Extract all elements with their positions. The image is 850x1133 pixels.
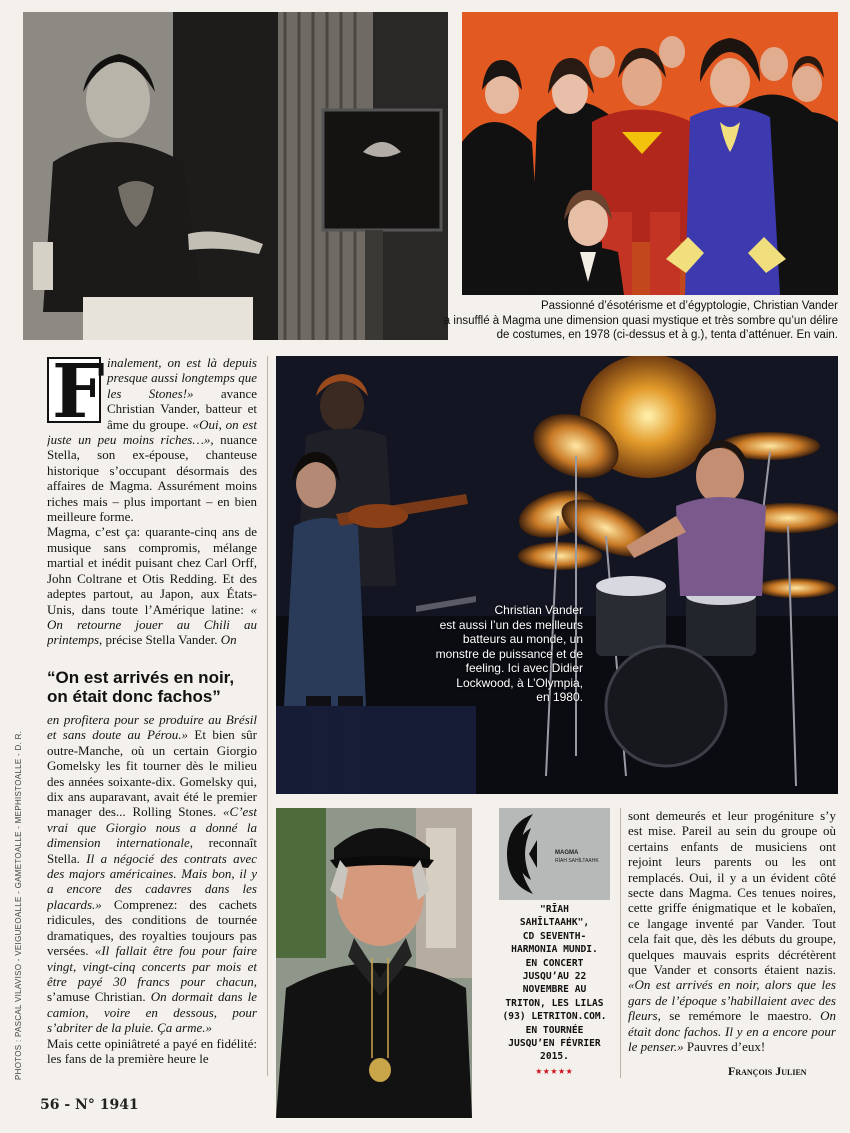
info-line: EN TOURNÉE <box>525 1024 584 1036</box>
cd-cover-image <box>499 808 610 900</box>
info-line: SAHĪLTAAHK", <box>519 917 590 929</box>
info-divider <box>620 808 621 1078</box>
caption-line: Passionné d’ésotérisme et d’égyptologie, Christian Vander <box>540 300 838 312</box>
caption-line: Christian Vander <box>494 603 583 617</box>
info-line: HARMONIA MUNDI. <box>511 944 598 956</box>
article-column-1b <box>47 712 257 1082</box>
cd-brand: MAGMA <box>555 850 579 856</box>
paragraph-magma: Magma, c’est ça: quarante-cinq ans de musique sans compromis, mélange martial et inédit puisant chez Carl Orff, John Coltrane et Otis Redding. Et des adeptes partout, au Japon, aux États-Unis, dans toute l’Amérique latine: « On retourne jouer au Chili au printemps, précise Stella Vander. On <box>47 524 257 648</box>
caption-concert <box>428 603 583 705</box>
caption-line: feeling. Ici avec Didier <box>465 661 583 675</box>
caption-line: batteurs au monde, un <box>462 632 583 646</box>
info-line: "RĪAH <box>540 904 569 915</box>
paragraph-intro: inalement, on est là depuis presque aussi longtemps que les Stones!» avance Christian Vander, batteur et âme du groupe. «Oui, on est juste un peu moins riches…», nuance Stella, son ex-épouse, chanteuse historique s’occupant désormais des affaires de Magma. Assurément moins riches mais – plus important – en bien meilleure forme. <box>47 355 257 525</box>
caption-line: est aussi l’un des meilleurs <box>439 617 583 632</box>
info-line: NOVEMBRE AU <box>522 984 587 996</box>
cd-subtitle: RĪAH SAHĪLTAAHK <box>555 858 599 864</box>
paragraph-gomelsky: en profitera pour se produire au Brésil et sans doute au Pérou.» Et bien sûr outre-Manche, où un certain Giorgio Gomelsky les fit tourner dès le milieu des années soixante-dix. Gomelsky qui, dix ans auparavant, avait été le premier manager des... Rolling Stones. «C’est vrai que Giorgio nous a donné la dimension internationale, reconnaît Stella. Il a négocié des contrats avec des majors américaines. Mais bon, il y a encore des cadavres dans les placards.» Comprenez: des cachets ridicules, des conditions de tournée dramatiques, des royalties toujours pas versées. «Il fallait être fou pour faire vingt, vingt-cinq concerts par mois et être payé 30 francs pour chacun, s’amuse Christian. On dormait dans le camion, voire en dessous, pour s’abriter de la pluie. Ça arme.» <box>47 712 257 1036</box>
concert-photo <box>276 356 838 794</box>
caption-group-photo <box>418 299 838 343</box>
page-folio: 56 - N° 1941 <box>40 1097 139 1113</box>
pull-quote: “On est arrivés en noir, on était donc fachos” <box>47 668 235 706</box>
rating-stars: ★★★★★ <box>535 1063 574 1077</box>
paragraph-secte: sont demeurés et leur progéniture s’y est mise. Pareil au sein du groupe où certains enfants de musiciens ont rejoint leurs parents ou les ont remplacés. Oui, il y a un évident côté secte dans Magma. Ces tenues noires, cette griffe énigmatique et le kobaïen, ce langage inventé par Vander. Tout cela fait que, dès les débuts du groupe, quelques mauvais esprits décrétèrent que Vander et consorts étaient nazis. «On est arrivés en noir, alors que les gars de l’époque s’habillaient avec des fleurs, se remémore le maestro. On était donc fachos. Il y en a encore pour le penser.» Pauvres d’eux! <box>628 808 836 1055</box>
info-line: (93) LETRITON.COM. <box>502 1011 607 1023</box>
group-color-photo <box>462 12 838 295</box>
caption-line: de costumes, en 1978 (ci-dessus et à g.), tenta d’atténuer. En vain. <box>496 329 838 341</box>
info-line: JUSQU’EN FÉVRIER <box>508 1038 601 1050</box>
portrait-bw-photo <box>23 12 448 340</box>
info-line: EN CONCERT <box>525 957 584 969</box>
caption-line: monstre de puissance et de <box>435 646 583 661</box>
portrait-cap-photo <box>276 808 472 1118</box>
article-column-1a <box>47 355 257 660</box>
info-line: 2015. <box>540 1051 569 1063</box>
author-signature: François Julien <box>728 1064 807 1078</box>
caption-line: en 1980. <box>536 690 583 704</box>
caption-line: a insufflé à Magma une dimension quasi mystique et très sombre qu’un délire <box>443 314 838 327</box>
paragraph-fidelity: Mais cette opiniâtreté a payé en fidélité: les fans de la première heure le <box>47 1035 257 1066</box>
info-line: CD SEVENTH- <box>522 930 587 942</box>
album-info-box <box>499 903 610 1077</box>
caption-line: Lockwood, à L’Olympia, <box>456 675 583 690</box>
info-line: JUSQU’AU 22 <box>522 971 587 983</box>
photo-credit: PHOTOS : PASCAL VILAVISO - VEIGUEOALLE - GAMETOALLE - MEPHISTOALLE - D. R. <box>14 730 23 1080</box>
column-divider <box>267 356 268 1076</box>
info-line: TRITON, LES LILAS <box>505 997 604 1009</box>
article-column-3 <box>628 808 836 1068</box>
dropcap: F <box>47 357 101 423</box>
